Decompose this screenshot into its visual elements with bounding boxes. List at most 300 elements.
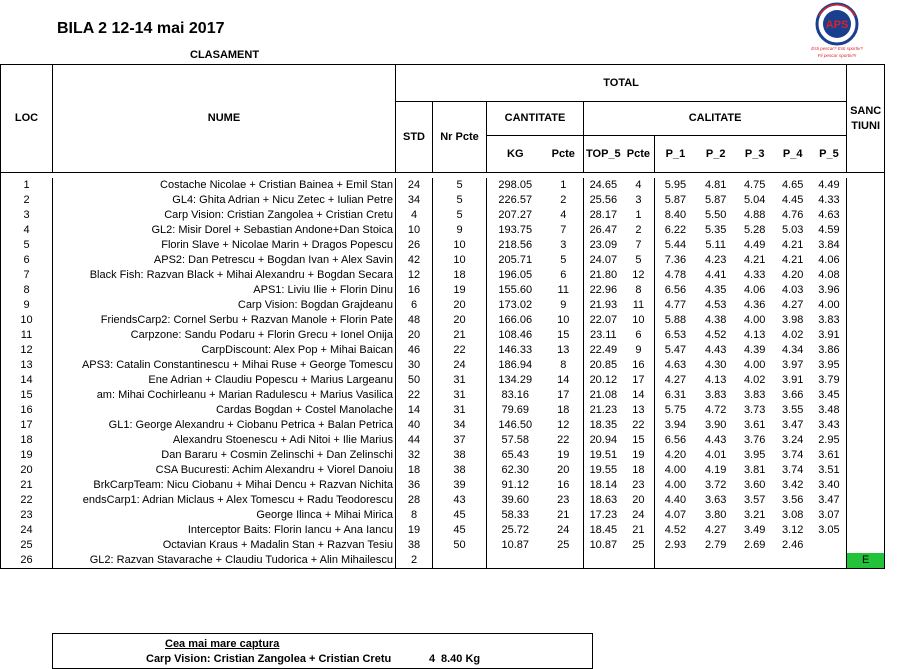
cell-p5: 3.51 <box>812 463 847 478</box>
cell-top5-pcte: 2 <box>623 223 655 238</box>
cell-nr-pcte <box>433 553 487 569</box>
cell-p1: 5.47 <box>664 344 687 356</box>
cell-loc: 4 <box>1 223 53 238</box>
biggest-catch-title: Cea mai mare captura <box>165 638 280 650</box>
cell-top5: 28.17 <box>589 209 618 221</box>
cell-loc: 10 <box>1 313 53 328</box>
cell-kg: 196.05 <box>498 269 533 281</box>
cell-kg: 146.33 <box>498 344 533 356</box>
table-row <box>1 493 885 508</box>
cell-kg-pcte: 3 <box>544 238 584 253</box>
cell-p2 <box>696 553 736 569</box>
cell-sanctiuni <box>847 268 885 283</box>
cell-kg: 226.57 <box>498 194 533 206</box>
cell-kg: 134.29 <box>498 374 533 386</box>
cell-std: 10 <box>396 223 433 238</box>
cell-top5-pcte: 11 <box>623 298 655 313</box>
cell-sanctiuni <box>847 463 885 478</box>
cell-p1: 4.52 <box>664 524 687 536</box>
cell-p4: 3.74 <box>781 464 804 476</box>
cell-loc: 22 <box>1 493 53 508</box>
cell-kg-pcte: 4 <box>544 208 584 223</box>
table-row <box>1 208 885 223</box>
cell-loc: 11 <box>1 328 53 343</box>
col-kg: KG <box>487 136 544 173</box>
cell-p5: 3.84 <box>812 238 847 253</box>
cell-p3: 4.49 <box>743 239 766 251</box>
table-row <box>1 403 885 418</box>
cell-loc: 18 <box>1 433 53 448</box>
cell-top5: 25.56 <box>589 194 618 206</box>
cell-top5-pcte: 16 <box>623 358 655 373</box>
cell-nr-pcte: 10 <box>433 253 487 268</box>
cell-nume: BrkCarpTeam: Nicu Ciobanu + Mihai Dencu + Razvan Nichita <box>53 478 396 493</box>
cell-nr-pcte: 38 <box>433 448 487 463</box>
cell-kg: 193.75 <box>498 224 533 236</box>
cell-kg-pcte: 5 <box>544 253 584 268</box>
cell-kg-pcte: 8 <box>544 358 584 373</box>
cell-top5 <box>584 553 623 569</box>
cell-sanctiuni <box>847 313 885 328</box>
cell-p1: 3.94 <box>664 419 687 431</box>
cell-loc: 19 <box>1 448 53 463</box>
cell-p5: 3.79 <box>812 373 847 388</box>
cell-kg-pcte: 2 <box>544 193 584 208</box>
cell-top5-pcte: 6 <box>623 328 655 343</box>
cell-top5-pcte: 22 <box>623 418 655 433</box>
cell-nume: Interceptor Baits: Florin Iancu + Ana Iancu <box>53 523 396 538</box>
cell-sanctiuni <box>847 193 885 208</box>
cell-nr-pcte: 21 <box>433 328 487 343</box>
cell-p3: 3.57 <box>743 494 766 506</box>
cell-loc: 7 <box>1 268 53 283</box>
cell-sanctiuni <box>847 403 885 418</box>
cell-p1: 4.40 <box>664 494 687 506</box>
cell-p3: 3.83 <box>743 389 766 401</box>
cell-p4: 4.34 <box>781 344 804 356</box>
cell-top5: 18.63 <box>589 494 618 506</box>
col-loc: LOC <box>1 65 53 173</box>
cell-top5-pcte: 20 <box>623 493 655 508</box>
cell-p5: 3.83 <box>812 313 847 328</box>
cell-std: 14 <box>396 403 433 418</box>
table-row <box>1 223 885 238</box>
table-row <box>1 478 885 493</box>
cell-nr-pcte: 19 <box>433 283 487 298</box>
cell-p4 <box>774 553 812 569</box>
cell-top5-pcte: 14 <box>623 388 655 403</box>
cell-std: 38 <box>396 538 433 553</box>
cell-p1: 6.56 <box>664 284 687 296</box>
cell-p4: 4.27 <box>781 299 804 311</box>
cell-nr-pcte: 34 <box>433 418 487 433</box>
cell-std: 46 <box>396 343 433 358</box>
cell-top5: 21.08 <box>589 389 618 401</box>
logo-initials: APS <box>825 19 849 31</box>
cell-top5-pcte: 5 <box>623 253 655 268</box>
cell-nr-pcte: 45 <box>433 523 487 538</box>
page-title: BILA 2 12-14 mai 2017 <box>57 20 225 37</box>
cell-sanctiuni <box>847 493 885 508</box>
cell-kg: 39.60 <box>501 494 530 506</box>
cell-p2: 5.35 <box>704 224 727 236</box>
cell-p5: 3.40 <box>812 478 847 493</box>
cell-kg: 65.43 <box>501 449 530 461</box>
cell-top5: 18.35 <box>589 419 618 431</box>
cell-p5: 4.08 <box>812 268 847 283</box>
cell-nume: GL4: Ghita Adrian + Nicu Zetec + Iulian Petre <box>53 193 396 208</box>
cell-sanctiuni <box>847 208 885 223</box>
cell-nume: endsCarp1: Adrian Miclaus + Alex Tomescu + Radu Teodorescu <box>53 493 396 508</box>
cell-p3: 3.95 <box>743 449 766 461</box>
cell-p1: 4.00 <box>664 479 687 491</box>
cell-sanctiuni <box>847 358 885 373</box>
cell-nume: GL1: George Alexandru + Ciobanu Petrica + Balan Petrica <box>53 418 396 433</box>
cell-kg-pcte: 12 <box>544 418 584 433</box>
cell-nr-pcte: 20 <box>433 298 487 313</box>
cell-p3: 4.00 <box>743 359 766 371</box>
cell-std: 36 <box>396 478 433 493</box>
cell-std: 34 <box>396 193 433 208</box>
cell-sanctiuni <box>847 298 885 313</box>
cell-p3: 4.00 <box>743 314 766 326</box>
cell-nume: Carp Vision: Bogdan Grajdeanu <box>53 298 396 313</box>
col-std: STD <box>396 102 433 173</box>
cell-sanctiuni <box>847 373 885 388</box>
table-row <box>1 268 885 283</box>
cell-p2: 4.43 <box>704 434 727 446</box>
cell-top5: 20.12 <box>589 374 618 386</box>
cell-std: 20 <box>396 328 433 343</box>
cell-p2: 4.52 <box>704 329 727 341</box>
cell-nr-pcte: 20 <box>433 313 487 328</box>
cell-top5: 21.23 <box>589 404 618 416</box>
cell-nr-pcte: 22 <box>433 343 487 358</box>
cell-loc: 14 <box>1 373 53 388</box>
cell-top5-pcte: 25 <box>623 538 655 553</box>
cell-p1: 6.31 <box>664 389 687 401</box>
cell-p5: 4.33 <box>812 193 847 208</box>
cell-p4: 4.45 <box>781 194 804 206</box>
cell-top5: 22.07 <box>589 314 618 326</box>
cell-top5-pcte <box>623 553 655 569</box>
cell-top5-pcte: 7 <box>623 238 655 253</box>
cell-nume: Ene Adrian + Claudiu Popescu + Marius Largeanu <box>53 373 396 388</box>
col-sanctiuni-line1: SANC <box>850 104 882 117</box>
cell-p5: 3.86 <box>812 343 847 358</box>
cell-p5: 4.06 <box>812 253 847 268</box>
cell-p1: 5.87 <box>664 194 687 206</box>
cell-p3: 2.69 <box>743 539 766 551</box>
cell-nr-pcte: 24 <box>433 358 487 373</box>
cell-top5-pcte: 1 <box>623 208 655 223</box>
col-p3: P_3 <box>736 136 774 173</box>
cell-nr-pcte: 31 <box>433 373 487 388</box>
cell-p1: 4.20 <box>664 449 687 461</box>
cell-p4: 3.91 <box>781 374 804 386</box>
cell-p4: 3.55 <box>781 404 804 416</box>
col-p2: P_2 <box>696 136 736 173</box>
results-table <box>0 64 885 569</box>
cell-kg: 186.94 <box>498 359 533 371</box>
table-row <box>1 328 885 343</box>
table-row <box>1 448 885 463</box>
cell-p4: 3.42 <box>781 479 804 491</box>
cell-kg: 91.12 <box>501 479 530 491</box>
cell-p1: 8.40 <box>664 209 687 221</box>
cell-p1: 5.75 <box>664 404 687 416</box>
cell-p2: 4.01 <box>704 449 727 461</box>
cell-p4: 4.03 <box>781 284 804 296</box>
cell-top5: 17.23 <box>589 509 618 521</box>
cell-top5: 10.87 <box>589 539 618 551</box>
cell-kg-pcte: 23 <box>544 493 584 508</box>
cell-std: 2 <box>396 553 433 569</box>
cell-top5-pcte: 10 <box>623 313 655 328</box>
table-row <box>1 388 885 403</box>
cell-p5 <box>812 538 847 553</box>
cell-p4: 3.47 <box>781 419 804 431</box>
cell-kg: 79.69 <box>501 404 530 416</box>
cell-sanctiuni <box>847 478 885 493</box>
cell-loc: 9 <box>1 298 53 313</box>
cell-p4: 4.65 <box>781 179 804 191</box>
cell-kg-pcte: 18 <box>544 403 584 418</box>
cell-kg: 207.27 <box>498 209 533 221</box>
cell-nume: CSA Bucuresti: Achim Alexandru + Viorel Danoiu <box>53 463 396 478</box>
cell-p1: 7.36 <box>664 254 687 266</box>
cell-kg <box>487 553 544 569</box>
cell-p5: 3.47 <box>812 493 847 508</box>
cell-top5: 18.45 <box>589 524 618 536</box>
cell-std: 16 <box>396 283 433 298</box>
cell-p4: 3.97 <box>781 359 804 371</box>
cell-p1: 2.93 <box>664 539 687 551</box>
cell-loc: 12 <box>1 343 53 358</box>
cell-p2: 4.38 <box>704 314 727 326</box>
cell-sanctiuni <box>847 178 885 193</box>
cell-p3: 4.06 <box>743 284 766 296</box>
cell-loc: 8 <box>1 283 53 298</box>
cell-nume: Dan Bararu + Cosmin Zelinschi + Dan Zelinschi <box>53 448 396 463</box>
cell-p3: 5.28 <box>743 224 766 236</box>
cell-std: 24 <box>396 178 433 193</box>
cell-nume: am: Mihai Cochirleanu + Marian Radulescu + Marius Vasilica <box>53 388 396 403</box>
cell-p3: 4.75 <box>743 179 766 191</box>
cell-top5-pcte: 3 <box>623 193 655 208</box>
cell-std: 26 <box>396 238 433 253</box>
col-kg-pcte: Pcte <box>544 136 584 173</box>
col-calitate: CALITATE <box>584 102 847 136</box>
cell-p3: 3.60 <box>743 479 766 491</box>
cell-nume: Florin Slave + Nicolae Marin + Dragos Popescu <box>53 238 396 253</box>
cell-p3: 3.21 <box>743 509 766 521</box>
cell-std: 32 <box>396 448 433 463</box>
cell-top5-pcte: 4 <box>623 178 655 193</box>
cell-p2: 3.90 <box>704 419 727 431</box>
cell-kg: 173.02 <box>498 299 533 311</box>
cell-sanctiuni <box>847 238 885 253</box>
cell-std: 12 <box>396 268 433 283</box>
cell-kg: 57.58 <box>501 434 530 446</box>
cell-p2: 4.23 <box>704 254 727 266</box>
cell-std: 6 <box>396 298 433 313</box>
cell-top5: 18.14 <box>589 479 618 491</box>
cell-loc: 16 <box>1 403 53 418</box>
cell-std: 28 <box>396 493 433 508</box>
cell-loc: 20 <box>1 463 53 478</box>
table-row <box>1 178 885 193</box>
col-p5: P_5 <box>812 136 847 173</box>
cell-sanctiuni <box>847 223 885 238</box>
table-row <box>1 433 885 448</box>
table-row <box>1 553 885 569</box>
col-sanctiuni <box>847 65 885 173</box>
cell-kg: 10.87 <box>501 539 530 551</box>
cell-kg-pcte: 16 <box>544 478 584 493</box>
cell-sanctiuni <box>847 253 885 268</box>
cell-p5: 3.05 <box>812 523 847 538</box>
cell-kg-pcte: 10 <box>544 313 584 328</box>
cell-p2: 4.30 <box>704 359 727 371</box>
cell-loc: 2 <box>1 193 53 208</box>
cell-kg: 58.33 <box>501 509 530 521</box>
cell-loc: 6 <box>1 253 53 268</box>
col-sanctiuni-line2: TIUNI <box>851 119 881 132</box>
cell-top5: 24.07 <box>589 254 618 266</box>
cell-p5: 3.43 <box>812 418 847 433</box>
cell-sanctiuni <box>847 283 885 298</box>
cell-nume: CarpDiscount: Alex Pop + Mihai Baican <box>53 343 396 358</box>
cell-loc: 3 <box>1 208 53 223</box>
cell-p2: 5.11 <box>705 239 726 251</box>
page-subtitle: CLASAMENT <box>190 49 260 61</box>
cell-p5: 4.59 <box>812 223 847 238</box>
cell-top5-pcte: 23 <box>623 478 655 493</box>
cell-sanctiuni <box>847 523 885 538</box>
cell-p1: 4.78 <box>664 269 687 281</box>
cell-kg: 205.71 <box>498 254 533 266</box>
table-row <box>1 283 885 298</box>
col-p4: P_4 <box>774 136 812 173</box>
cell-p2: 4.41 <box>704 269 727 281</box>
cell-top5: 21.93 <box>589 299 618 311</box>
cell-sanctiuni <box>847 538 885 553</box>
cell-p5: 3.96 <box>812 283 847 298</box>
cell-loc: 15 <box>1 388 53 403</box>
cell-nume: GL2: Misir Dorel + Sebastian Andone+Dan Stoica <box>53 223 396 238</box>
cell-p5: 4.49 <box>812 178 847 193</box>
cell-std: 30 <box>396 358 433 373</box>
table-row <box>1 373 885 388</box>
table-row <box>1 298 885 313</box>
cell-std: 50 <box>396 373 433 388</box>
cell-nr-pcte: 31 <box>433 403 487 418</box>
cell-std: 42 <box>396 253 433 268</box>
cell-p3: 4.02 <box>743 374 766 386</box>
cell-p2: 4.19 <box>704 464 727 476</box>
cell-p4: 4.20 <box>781 269 804 281</box>
cell-kg: 83.16 <box>501 389 530 401</box>
cell-p2: 5.87 <box>704 194 727 206</box>
cell-p4: 4.02 <box>781 329 804 341</box>
cell-nume: George Ilinca + Mihai Mirica <box>53 508 396 523</box>
cell-p5: 2.95 <box>812 433 847 448</box>
cell-kg: 155.60 <box>498 284 533 296</box>
cell-std: 4 <box>396 208 433 223</box>
cell-top5: 26.47 <box>589 224 618 236</box>
col-nume: NUME <box>53 65 396 173</box>
table-row <box>1 253 885 268</box>
cell-p4: 5.03 <box>781 224 804 236</box>
logo-tagline-2: Fii pescar sportiv!!! <box>817 53 857 58</box>
cell-top5: 20.94 <box>589 434 618 446</box>
cell-nume: Costache Nicolae + Cristian Bainea + Emil Stan <box>53 178 396 193</box>
cell-nr-pcte: 45 <box>433 508 487 523</box>
cell-top5: 20.85 <box>589 359 618 371</box>
cell-nr-pcte: 38 <box>433 463 487 478</box>
cell-nume: FriendsCarp2: Cornel Serbu + Razvan Manole + Florin Pate <box>53 313 396 328</box>
cell-kg-pcte: 20 <box>544 463 584 478</box>
cell-sanctiuni <box>847 508 885 523</box>
cell-top5-pcte: 13 <box>623 403 655 418</box>
cell-p1: 6.56 <box>664 434 687 446</box>
cell-p5: 3.91 <box>812 328 847 343</box>
cell-p4: 3.66 <box>781 389 804 401</box>
cell-p5: 4.00 <box>812 298 847 313</box>
cell-p1 <box>655 553 696 569</box>
table-row <box>1 313 885 328</box>
cell-kg-pcte: 13 <box>544 343 584 358</box>
cell-nume: APS1: Liviu Ilie + Florin Dinu <box>53 283 396 298</box>
cell-sanctiuni <box>847 343 885 358</box>
cell-p2: 4.13 <box>704 374 727 386</box>
cell-loc: 13 <box>1 358 53 373</box>
cell-nume: Black Fish: Razvan Black + Mihai Alexandru + Bogdan Secara <box>53 268 396 283</box>
cell-loc: 23 <box>1 508 53 523</box>
cell-sanctiuni: E <box>847 553 885 569</box>
cell-nume: Carp Vision: Cristian Zangolea + Cristian Cretu <box>53 208 396 223</box>
cell-top5-pcte: 19 <box>623 448 655 463</box>
col-top5-pcte: Pcte <box>623 136 655 173</box>
cell-p5: 3.48 <box>812 403 847 418</box>
cell-top5: 23.09 <box>589 239 618 251</box>
cell-top5-pcte: 24 <box>623 508 655 523</box>
cell-p4: 3.56 <box>781 494 804 506</box>
cell-std: 18 <box>396 463 433 478</box>
aps-logo <box>806 2 868 60</box>
cell-p1: 4.07 <box>664 509 687 521</box>
cell-p3: 4.13 <box>743 329 766 341</box>
cell-nr-pcte: 5 <box>433 178 487 193</box>
cell-p2: 4.81 <box>704 179 727 191</box>
table-row <box>1 343 885 358</box>
cell-top5: 21.80 <box>589 269 618 281</box>
cell-top5: 23.11 <box>589 329 617 341</box>
cell-p3: 4.21 <box>743 254 766 266</box>
cell-p4: 4.76 <box>781 209 804 221</box>
cell-top5-pcte: 21 <box>623 523 655 538</box>
cell-p2: 5.50 <box>704 209 727 221</box>
cell-p4: 3.98 <box>781 314 804 326</box>
cell-loc: 24 <box>1 523 53 538</box>
cell-top5-pcte: 9 <box>623 343 655 358</box>
cell-p3: 3.81 <box>743 464 766 476</box>
cell-p5: 3.45 <box>812 388 847 403</box>
cell-loc: 17 <box>1 418 53 433</box>
table-row <box>1 418 885 433</box>
cell-p4: 4.21 <box>781 239 804 251</box>
